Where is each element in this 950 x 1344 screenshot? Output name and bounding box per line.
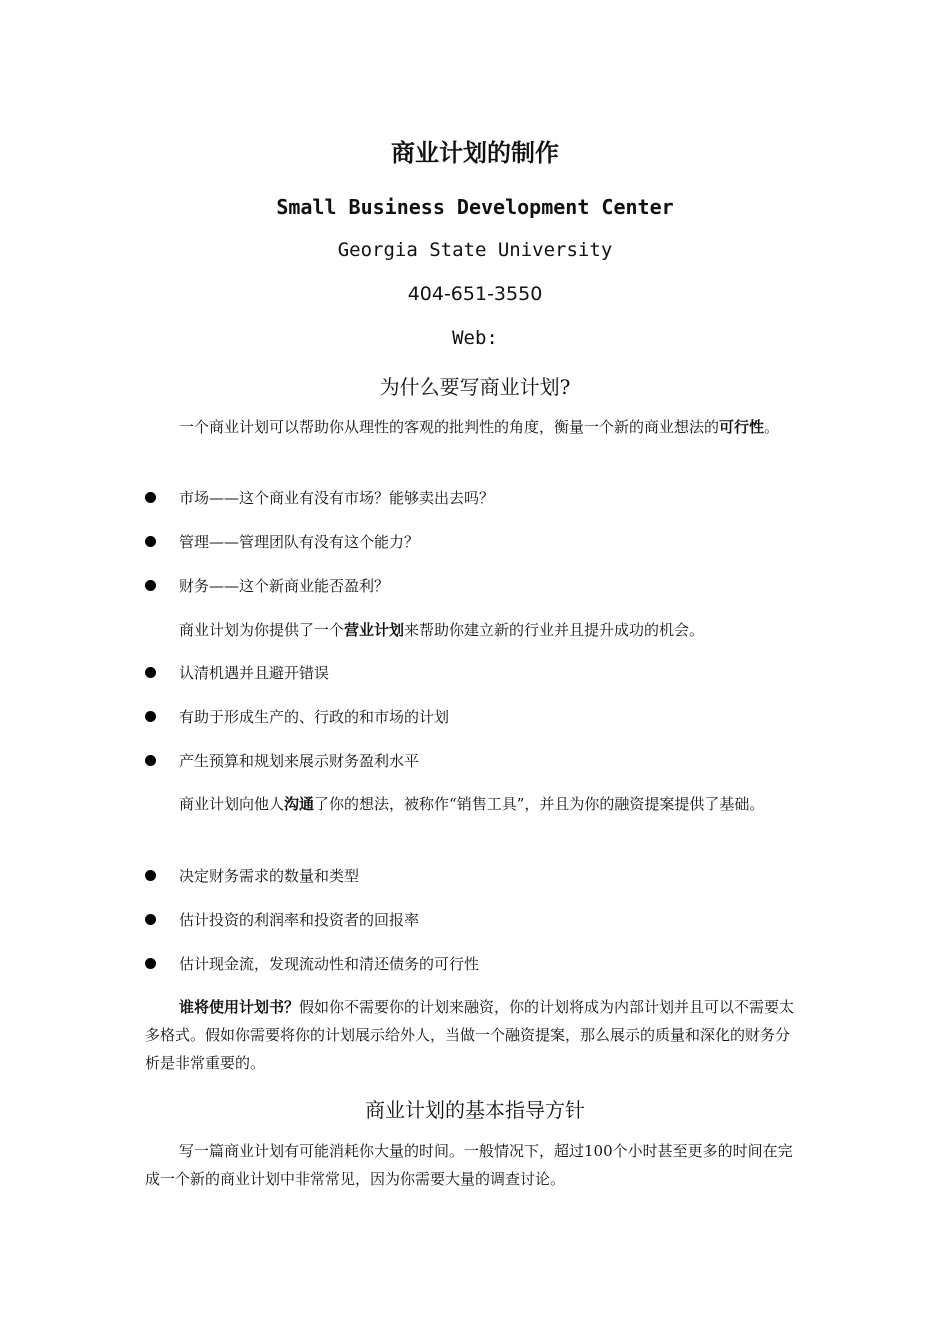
bullet-icon: [145, 711, 156, 722]
list-item-text: 产生预算和规划来展示财务盈利水平: [179, 752, 420, 770]
bold-term: 沟通: [284, 795, 315, 813]
bullet-icon: [145, 580, 156, 591]
university-name: Georgia State University: [337, 239, 613, 261]
bullet-icon: [145, 492, 156, 503]
paragraph-tail: 。: [764, 418, 780, 436]
list-item-text: 估计投资的利润率和投资者的回报率: [179, 911, 420, 929]
list-item-text: 估计现金流，发现流动性和清还债务的可行性: [179, 955, 480, 973]
list-item-text: 认清机遇并且避开错误: [179, 664, 330, 682]
bullet-icon: [145, 914, 156, 925]
paragraph-communication: [145, 790, 800, 818]
paragraph-text: 一个商业计划可以帮助你从理性的客观的批判性的角度，衡量一个新的商业想法的: [179, 418, 720, 436]
bullet-icon: [145, 755, 156, 766]
bullet-icon: [145, 536, 156, 547]
list-item-text: 决定财务需求的数量和类型: [179, 867, 360, 885]
section-heading-guidelines: 商业计划的基本指导方针: [365, 1098, 585, 1122]
paragraph-text: 了你的想法，被称作“销售工具”，并且为你的融资提案提供了基础。: [314, 795, 765, 813]
paragraph-text: 来帮助你建立新的行业并且提升成功的机会。: [404, 621, 705, 639]
list-item-text: 市场——这个商业有没有市场？能够卖出去吗？: [179, 489, 495, 507]
paragraph-text: 商业计划向他人: [179, 795, 285, 813]
paragraph-who-uses: [145, 993, 800, 1077]
list-item-text: 管理——管理团队有没有这个能力？: [179, 533, 420, 551]
organization-name: Small Business Development Center: [276, 195, 674, 219]
paragraph-time: 写一篇商业计划有可能消耗你大量的时间。一般情况下，超过100个小时甚至更多的时间在完成一个新的商业计划中非常常见，因为你需要大量的调查讨论。: [145, 1142, 793, 1188]
paragraph-text: 假如你不需要你的计划来融资，你的计划将成为内部计划并且可以不需要太多格式。假如你需要将你的计划展示给外人，当做一个融资提案，那么展示的质量和深化的财务分析是非常重要的。: [145, 998, 795, 1072]
bullet-icon: [145, 667, 156, 678]
paragraph-business-plan: [145, 616, 800, 644]
bold-term: 营业计划: [344, 621, 405, 639]
paragraph-feasibility: [145, 413, 800, 441]
list-item-text: 有助于形成生产的、行政的和市场的计划: [179, 708, 450, 726]
bold-term: 谁将使用计划书？: [179, 998, 300, 1016]
bullet-icon: [145, 870, 156, 881]
list-item-text: 财务——这个新商业能否盈利？: [179, 577, 390, 595]
web-label: Web:: [452, 327, 498, 349]
phone-number: 404-651-3550: [407, 283, 543, 305]
bold-term: 可行性: [719, 418, 765, 436]
bullet-icon: [145, 958, 156, 969]
section-heading-why: 为什么要写商业计划?: [379, 375, 571, 399]
document-title: 商业计划的制作: [391, 139, 559, 167]
paragraph-text: 商业计划为你提供了一个: [179, 621, 345, 639]
